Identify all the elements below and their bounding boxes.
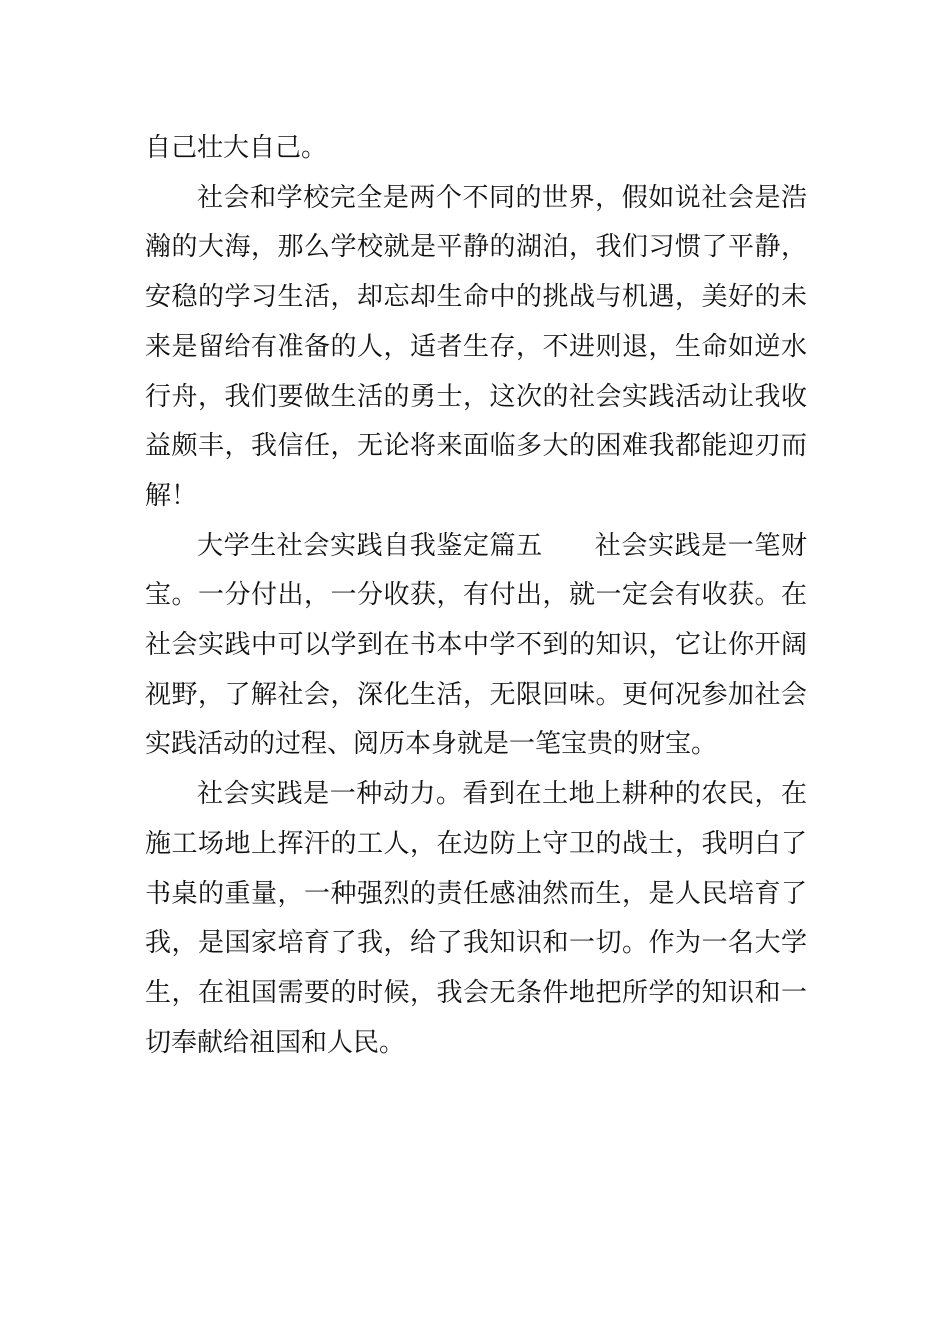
paragraph-text: 社会实践是一笔财宝。一分付出，一分收获，有付出，就一定会有收获。在社会实践中可以学到在书本中学不到的知识，它让你开阔视野，了解社会，深化生活，无限回味。更何况参加社会实践活动的过程、阅历本身就是一笔宝贵的财宝。 — [145, 530, 807, 760]
document-body — [145, 124, 807, 1068]
paragraph-section-five — [145, 522, 807, 771]
paragraph-continuation: 自己壮大自己。 — [145, 133, 328, 163]
paragraph-society-vs-school: 社会和学校完全是两个不同的世界，假如说社会是浩瀚的大海，那么学校就是平静的湖泊，我们习惯了平静，安稳的学习生活，却忘却生命中的挑战与机遇，美好的未来是留给有准备的人，适者生存，不进则退，生命如逆水行舟，我们要做生活的勇士，这次的社会实践活动让我收益颇丰，我信任，无论将来面临多大的困难我都能迎刃而解！ — [145, 182, 807, 511]
section-heading: 大学生社会实践自我鉴定篇五 — [197, 530, 543, 561]
paragraph-motivation: 社会实践是一种动力。看到在土地上耕种的农民，在施工场地上挥汗的工人，在边防上守卫的战士，我明白了书桌的重量，一种强烈的责任感油然而生，是人民培育了我，是国家培育了我，给了我知识和一切。作为一名大学生，在祖国需要的时候，我会无条件地把所学的知识和一切奉献给祖国和人民。 — [145, 779, 807, 1058]
